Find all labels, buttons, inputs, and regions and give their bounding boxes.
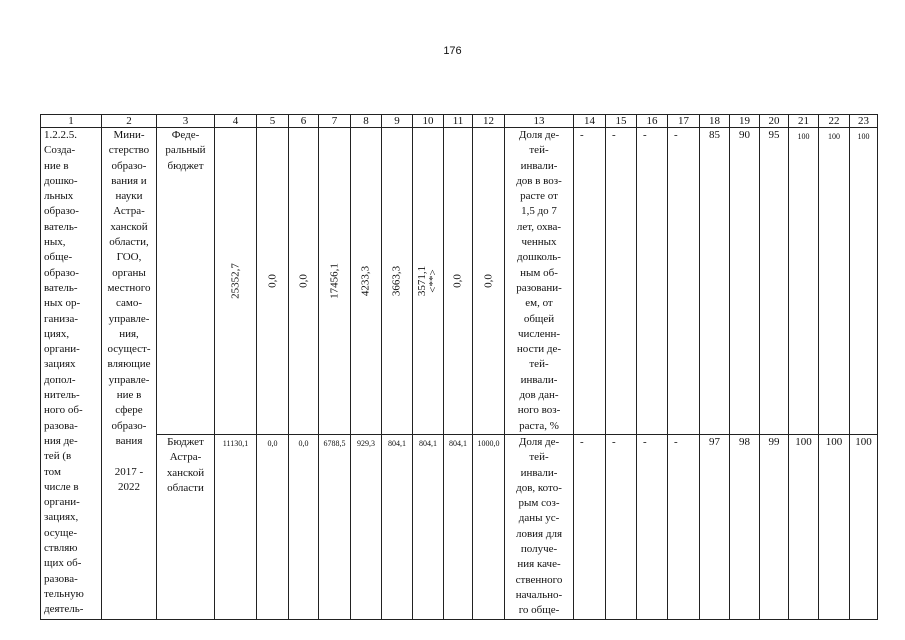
text-line: 2017 - xyxy=(114,465,144,478)
text-line: ченных xyxy=(521,236,557,249)
text-line: общей xyxy=(523,312,555,325)
text-line: тей- xyxy=(529,358,549,371)
text-line: органы xyxy=(112,266,146,279)
value-text: 0,0 xyxy=(481,274,494,288)
text-line: дошколь- xyxy=(517,251,561,264)
value-text: 25352,7 xyxy=(228,263,241,299)
text-line: ного воз- xyxy=(517,404,561,417)
executor-text xyxy=(102,128,156,495)
target-cell: 95 xyxy=(760,128,789,435)
header-cell: 7 xyxy=(319,115,351,128)
value-cell: 1000,0 xyxy=(473,434,505,619)
text-line: ханской xyxy=(166,466,205,479)
text-line: инвали- xyxy=(520,466,558,479)
text-line: щих об- xyxy=(44,557,82,570)
value-cell xyxy=(319,128,351,435)
text-line: ние в xyxy=(116,389,142,402)
text-line: ватель- xyxy=(44,281,78,294)
text-line: сфере xyxy=(115,404,143,417)
text-line: области xyxy=(167,481,204,494)
target-cell: 99 xyxy=(760,434,789,619)
text-line: органи- xyxy=(44,343,80,356)
text-line: управле- xyxy=(108,312,150,325)
text-line: управле- xyxy=(108,373,150,386)
text-line: стерство xyxy=(108,144,150,157)
text-line: вания xyxy=(115,434,143,447)
target-cell: 97 xyxy=(700,434,730,619)
header-cell: 21 xyxy=(789,115,819,128)
text-line: ГОО, xyxy=(116,251,142,264)
text-line: том xyxy=(44,465,61,478)
text-line: ральный xyxy=(165,144,206,157)
text-line: ния, xyxy=(119,327,139,340)
measure-name-text xyxy=(44,128,101,618)
text-line: Астра- xyxy=(113,205,145,218)
text-line: разова- xyxy=(44,419,78,432)
text-line: разовани- xyxy=(516,281,562,294)
header-cell: 9 xyxy=(382,115,413,128)
executor-cell xyxy=(102,128,157,620)
text-line: Доля де- xyxy=(518,129,560,141)
text-line: ного об- xyxy=(44,404,83,417)
text-line: 1.2.2.5. xyxy=(44,129,77,141)
value-text: 3571,1 xyxy=(416,265,428,297)
budget-table xyxy=(40,114,878,620)
target-cell: - xyxy=(574,128,606,435)
value-text: 0,0 xyxy=(451,274,464,288)
value-cell xyxy=(444,128,473,435)
text-line: начально- xyxy=(515,588,563,601)
text-line: тей- xyxy=(529,451,549,464)
indicator-text xyxy=(505,128,573,434)
text-line: ханской xyxy=(110,220,148,233)
text-line: Созда- xyxy=(44,144,76,157)
text-line: Мини- xyxy=(113,129,145,141)
text-line: образо- xyxy=(44,205,79,218)
text-line: 2022 xyxy=(118,480,140,493)
text-line: числе в xyxy=(44,480,79,493)
header-cell: 23 xyxy=(850,115,878,128)
text-line: инвали- xyxy=(520,159,558,172)
value-text: 17456,1 xyxy=(327,263,340,299)
value-cell xyxy=(257,128,289,435)
target-cell: 100 xyxy=(850,128,878,435)
value-text: 4233,3 xyxy=(359,265,372,297)
text-line: ных, xyxy=(44,236,66,249)
text-line: деятель- xyxy=(44,603,84,616)
header-cell: 22 xyxy=(819,115,850,128)
header-cell: 3 xyxy=(157,115,215,128)
indicator-cell xyxy=(505,128,574,435)
text-line: ности де- xyxy=(516,343,562,356)
text-line: ганиза- xyxy=(44,312,79,325)
text-line: вания и xyxy=(111,174,147,187)
text-line: тельную xyxy=(44,587,84,600)
target-cell: - xyxy=(668,434,700,619)
target-cell: 90 xyxy=(730,128,760,435)
text-line: раста, % xyxy=(519,419,559,432)
text-line: области, xyxy=(109,236,149,249)
header-cell: 16 xyxy=(637,115,668,128)
value-cell: 0,0 xyxy=(257,434,289,619)
page-number: 176 xyxy=(443,45,462,57)
text-line: дошко- xyxy=(44,174,78,187)
text-line: местного xyxy=(107,281,151,294)
value-text: 3663,3 xyxy=(390,265,403,297)
header-cell: 13 xyxy=(505,115,574,128)
text-line: само- xyxy=(115,297,143,310)
header-cell: 10 xyxy=(413,115,444,128)
value-cell xyxy=(413,128,444,435)
text-line: зациях, xyxy=(44,511,79,524)
header-cell: 5 xyxy=(257,115,289,128)
header-cell: 6 xyxy=(289,115,319,128)
text-line: численн- xyxy=(517,327,561,340)
value-cell: 804,1 xyxy=(413,434,444,619)
text-line: дов дан- xyxy=(519,389,559,402)
funding-source-text xyxy=(157,435,214,496)
target-cell: - xyxy=(574,434,606,619)
text-line: разова- xyxy=(44,572,78,585)
text-line: Доля де- xyxy=(518,435,560,448)
text-line: Феде- xyxy=(171,129,200,141)
target-cell: 98 xyxy=(730,434,760,619)
indicator-text xyxy=(505,435,573,619)
text-line: дов, кото- xyxy=(516,481,562,494)
text-line: бюджет xyxy=(167,159,204,172)
text-line: Астра- xyxy=(169,451,202,464)
value-text: 0,0 xyxy=(265,274,278,288)
value-cell xyxy=(289,128,319,435)
funding-source-text xyxy=(157,128,214,174)
text-line: осуще- xyxy=(44,526,78,539)
value-cell xyxy=(473,128,505,435)
text-line: осущест- xyxy=(107,343,151,356)
value-cell: 804,1 xyxy=(444,434,473,619)
indicator-cell xyxy=(505,434,574,619)
header-cell: 20 xyxy=(760,115,789,128)
text-line: ем, от xyxy=(525,297,553,310)
text-line: органи- xyxy=(44,496,80,509)
header-cell: 8 xyxy=(351,115,382,128)
text-line: ватель- xyxy=(44,220,78,233)
value-cell: 11130,1 xyxy=(215,434,257,619)
header-cell: 19 xyxy=(730,115,760,128)
target-cell: 100 xyxy=(819,434,850,619)
target-cell: 85 xyxy=(700,128,730,435)
text-line: инвали- xyxy=(520,373,558,386)
text-line: образо- xyxy=(111,159,147,172)
header-cell: 12 xyxy=(473,115,505,128)
funding-source-cell xyxy=(157,434,215,619)
text-line: 1,5 до 7 xyxy=(521,205,557,218)
header-cell: 1 xyxy=(41,115,102,128)
text-line: го обще- xyxy=(518,604,560,617)
funding-source-cell xyxy=(157,128,215,435)
target-cell: - xyxy=(637,128,668,435)
text-line: ловия для xyxy=(515,527,563,540)
text-line: образо- xyxy=(44,266,79,279)
text-line: ных ор- xyxy=(44,297,81,310)
header-cell: 4 xyxy=(215,115,257,128)
target-cell: 100 xyxy=(789,128,819,435)
target-cell: 100 xyxy=(850,434,878,619)
target-cell: - xyxy=(668,128,700,435)
text-line: дов в воз- xyxy=(516,174,562,187)
text-line: лет, охва- xyxy=(516,220,562,233)
text-line: ние в xyxy=(44,159,69,172)
header-cell: 14 xyxy=(574,115,606,128)
value-cell: 0,0 xyxy=(289,434,319,619)
target-cell: 100 xyxy=(819,128,850,435)
value-text-stack xyxy=(417,266,439,296)
target-cell: 100 xyxy=(789,434,819,619)
text-line: даны ус- xyxy=(518,512,560,525)
value-text: 0,0 xyxy=(296,274,309,288)
text-line: обще- xyxy=(44,251,73,264)
text-line: расте от xyxy=(520,190,558,203)
text-line: нитель- xyxy=(44,389,80,402)
text-line: ственного xyxy=(515,573,563,586)
text-line: вляющие xyxy=(107,358,151,371)
text-line: науки xyxy=(115,190,143,203)
text-line: рым соз- xyxy=(518,497,560,510)
text-line: ния каче- xyxy=(517,558,561,571)
target-cell: - xyxy=(637,434,668,619)
text-line: ния де- xyxy=(44,434,78,447)
text-line: допол- xyxy=(44,373,76,386)
target-cell: - xyxy=(606,434,637,619)
value-cell: 929,3 xyxy=(351,434,382,619)
header-cell: 15 xyxy=(606,115,637,128)
header-cell: 11 xyxy=(444,115,473,128)
text-line: образо- xyxy=(111,419,147,432)
text-line xyxy=(102,449,156,464)
value-cell xyxy=(351,128,382,435)
header-row xyxy=(41,115,878,128)
text-line: тей (в xyxy=(44,450,72,463)
header-cell: 17 xyxy=(668,115,700,128)
text-line: циях, xyxy=(44,327,70,340)
measure-name-cell xyxy=(41,128,102,620)
table-row-regional xyxy=(41,434,878,619)
value-cell xyxy=(382,128,413,435)
text-line: зациях xyxy=(44,358,76,371)
text-line: льных xyxy=(44,190,74,203)
value-cell: 6788,5 xyxy=(319,434,351,619)
text-line: Бюджет xyxy=(167,435,204,448)
header-cell: 18 xyxy=(700,115,730,128)
text-line: тей- xyxy=(529,144,549,157)
footnote-mark: <**> xyxy=(427,269,439,293)
header-cell: 2 xyxy=(102,115,157,128)
value-cell: 804,1 xyxy=(382,434,413,619)
table-row-federal xyxy=(41,128,878,435)
text-line: получе- xyxy=(520,543,558,556)
value-cell xyxy=(215,128,257,435)
target-cell: - xyxy=(606,128,637,435)
text-line: ным об- xyxy=(520,266,558,279)
text-line: ствляю xyxy=(44,542,78,555)
